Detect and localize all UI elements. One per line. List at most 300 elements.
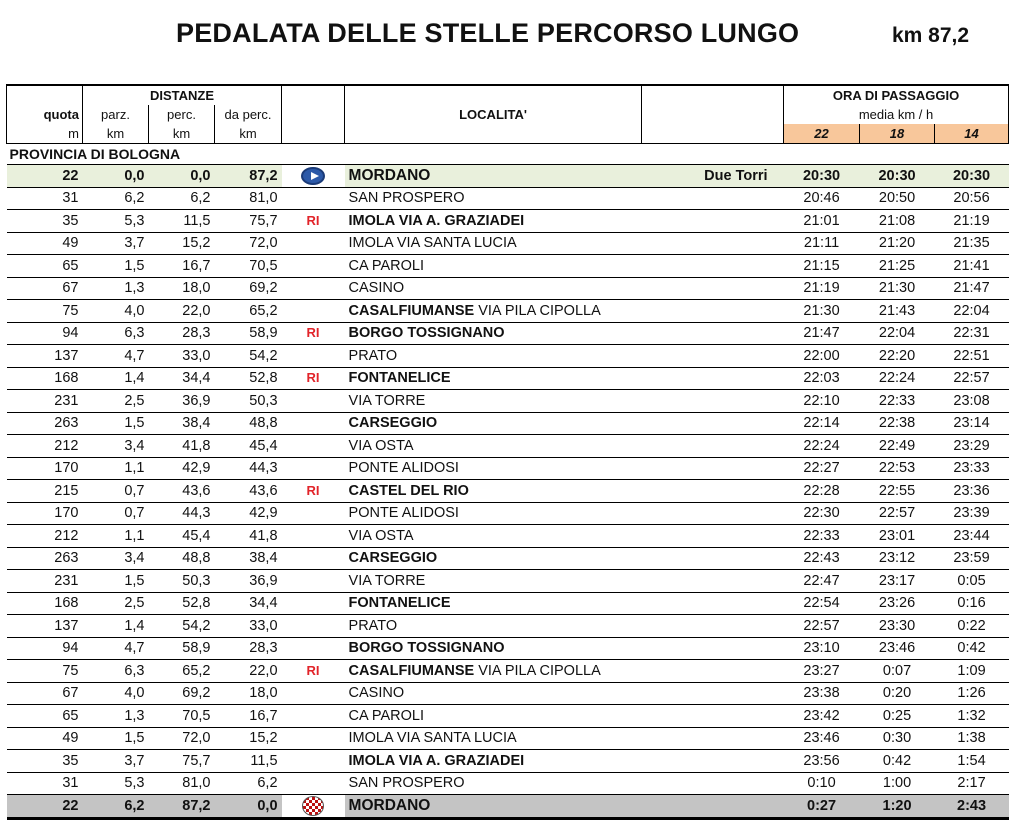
time-18-cell: 1:00	[860, 772, 935, 795]
da-perc-cell: 65,2	[215, 300, 282, 323]
quota-cell: 31	[7, 187, 83, 210]
time-14-cell: 1:09	[935, 660, 1009, 683]
da-perc-cell: 54,2	[215, 345, 282, 368]
localita-cell	[345, 705, 642, 728]
table-row	[7, 345, 1009, 368]
parz-cell: 0,7	[83, 502, 149, 525]
time-18-cell: 0:42	[860, 750, 935, 773]
quota-cell: 65	[7, 255, 83, 278]
table-row	[7, 300, 1009, 323]
localita-bold: CASALFIUMANSE	[348, 302, 475, 319]
localita-text: VIA TORRE	[348, 572, 426, 589]
localita-text: PONTE ALIDOSI	[348, 505, 459, 522]
table-row	[7, 570, 1009, 593]
note-cell: Due Torri	[642, 165, 784, 188]
localita-cell	[345, 660, 642, 683]
quota-header: quota	[7, 105, 83, 124]
da-perc-cell: 44,3	[215, 457, 282, 480]
quota-cell: 65	[7, 705, 83, 728]
localita-header: LOCALITA'	[345, 105, 642, 124]
da-perc-cell: 36,9	[215, 570, 282, 593]
speed-22: 22	[784, 124, 860, 144]
ri-marker	[282, 525, 345, 548]
perc-cell: 41,8	[149, 435, 215, 458]
note-cell	[642, 592, 784, 615]
quota-cell: 137	[7, 345, 83, 368]
ri-marker	[282, 390, 345, 413]
note-cell	[642, 570, 784, 593]
parz-cell: 1,5	[83, 255, 149, 278]
localita-cell	[345, 637, 642, 660]
perc-cell: 52,8	[149, 592, 215, 615]
table-row	[7, 727, 1009, 750]
da-perc-cell: 42,9	[215, 502, 282, 525]
da-perc-cell: 6,2	[215, 772, 282, 795]
localita-text: VIA OSTA	[348, 437, 414, 454]
table-row	[7, 480, 1009, 503]
note-cell	[642, 480, 784, 503]
localita-cell: MORDANO	[345, 795, 642, 819]
perc-cell: 72,0	[149, 727, 215, 750]
time-18-cell: 22:53	[860, 457, 935, 480]
localita-cell	[345, 210, 642, 233]
localita-cell	[345, 435, 642, 458]
localita-text: CA PAROLI	[348, 707, 425, 724]
time-14-cell: 2:43	[935, 795, 1009, 819]
localita-bold: IMOLA VIA A. GRAZIADEI	[348, 212, 525, 229]
quota-cell: 168	[7, 592, 83, 615]
perc-cell: 36,9	[149, 390, 215, 413]
note-cell	[642, 547, 784, 570]
time-22-cell: 22:14	[784, 412, 860, 435]
da-perc-cell: 52,8	[215, 367, 282, 390]
perc-cell: 11,5	[149, 210, 215, 233]
time-14-cell: 0:16	[935, 592, 1009, 615]
localita-text: SAN PROSPERO	[348, 190, 465, 207]
table-row	[7, 390, 1009, 413]
ri-marker	[282, 570, 345, 593]
localita-cell	[345, 727, 642, 750]
quota-cell: 137	[7, 615, 83, 638]
province-label: PROVINCIA DI BOLOGNA	[7, 144, 1009, 165]
note-cell	[642, 232, 784, 255]
quota-cell: 94	[7, 637, 83, 660]
parz-cell: 6,3	[83, 322, 149, 345]
ri-marker	[282, 412, 345, 435]
time-22-cell: 23:10	[784, 637, 860, 660]
route-table	[6, 84, 1009, 820]
time-18-cell: 23:30	[860, 615, 935, 638]
time-18-cell: 22:55	[860, 480, 935, 503]
time-14-cell: 21:19	[935, 210, 1009, 233]
da-perc-header: da perc.	[215, 105, 282, 124]
parz-cell: 6,2	[83, 795, 149, 819]
localita-text: CASINO	[348, 280, 405, 297]
perc-cell: 43,6	[149, 480, 215, 503]
time-22-cell: 22:33	[784, 525, 860, 548]
localita-text: PRATO	[348, 617, 398, 634]
parz-cell: 4,0	[83, 682, 149, 705]
quota-cell: 168	[7, 367, 83, 390]
ora-di-passaggio-header: ORA DI PASSAGGIO	[784, 85, 1009, 105]
time-14-cell: 22:51	[935, 345, 1009, 368]
localita-cell	[345, 390, 642, 413]
note-cell	[642, 300, 784, 323]
speed-18: 18	[860, 124, 935, 144]
perc-cell: 54,2	[149, 615, 215, 638]
time-14-cell: 23:44	[935, 525, 1009, 548]
ri-marker	[282, 502, 345, 525]
table-row	[7, 232, 1009, 255]
time-22-cell: 0:27	[784, 795, 860, 819]
parz-cell: 1,3	[83, 277, 149, 300]
time-18-cell: 23:46	[860, 637, 935, 660]
note-cell	[642, 435, 784, 458]
finish-flag-icon	[302, 796, 324, 816]
table-row	[7, 457, 1009, 480]
localita-bold: CARSEGGIO	[348, 550, 438, 567]
localita-cell	[345, 750, 642, 773]
table-row	[7, 660, 1009, 683]
time-14-cell: 21:35	[935, 232, 1009, 255]
da-perc-cell: 34,4	[215, 592, 282, 615]
da-perc-cell: 81,0	[215, 187, 282, 210]
table-row	[7, 637, 1009, 660]
parz-cell: 1,3	[83, 705, 149, 728]
localita-cell	[345, 502, 642, 525]
ri-marker	[282, 592, 345, 615]
note-cell	[642, 255, 784, 278]
perc-cell: 38,4	[149, 412, 215, 435]
localita-bold: CARSEGGIO	[348, 415, 438, 432]
table-row	[7, 255, 1009, 278]
time-18-cell: 21:43	[860, 300, 935, 323]
parz-cell: 1,4	[83, 615, 149, 638]
perc-cell: 50,3	[149, 570, 215, 593]
header-row-3	[7, 124, 1009, 144]
localita-cell	[345, 615, 642, 638]
da-perc-cell: 50,3	[215, 390, 282, 413]
localita-cell	[345, 367, 642, 390]
localita-cell	[345, 525, 642, 548]
da-perc-cell: 0,0	[215, 795, 282, 819]
time-14-cell: 23:14	[935, 412, 1009, 435]
time-14-cell: 1:38	[935, 727, 1009, 750]
perc-cell: 34,4	[149, 367, 215, 390]
quota-cell: 212	[7, 525, 83, 548]
parz-header: parz.	[83, 105, 149, 124]
localita-cell	[345, 187, 642, 210]
perc-cell: 45,4	[149, 525, 215, 548]
parz-cell: 3,7	[83, 750, 149, 773]
quota-cell: 75	[7, 660, 83, 683]
ri-marker	[282, 637, 345, 660]
quota-cell: 49	[7, 727, 83, 750]
time-22-cell: 23:42	[784, 705, 860, 728]
perc-cell: 42,9	[149, 457, 215, 480]
time-18-cell: 20:50	[860, 187, 935, 210]
note-cell	[642, 682, 784, 705]
ri-marker	[282, 750, 345, 773]
ri-marker: RI	[282, 367, 345, 390]
note-cell	[642, 210, 784, 233]
note-cell	[642, 637, 784, 660]
time-14-cell: 23:39	[935, 502, 1009, 525]
time-22-cell: 22:10	[784, 390, 860, 413]
total-distance: km 87,2	[892, 24, 970, 47]
perc-cell: 69,2	[149, 682, 215, 705]
localita-cell	[345, 300, 642, 323]
time-22-cell: 22:30	[784, 502, 860, 525]
perc-cell: 15,2	[149, 232, 215, 255]
parz-cell: 0,7	[83, 480, 149, 503]
time-22-cell: 22:54	[784, 592, 860, 615]
da-perc-cell: 87,2	[215, 165, 282, 188]
localita-text: PRATO	[348, 347, 398, 364]
da-perc-cell: 33,0	[215, 615, 282, 638]
time-22-cell: 21:01	[784, 210, 860, 233]
time-14-cell: 0:22	[935, 615, 1009, 638]
time-22-cell: 22:03	[784, 367, 860, 390]
localita-bold: FONTANELICE	[348, 595, 451, 612]
header-row-2	[7, 105, 1009, 124]
table-row	[7, 412, 1009, 435]
parz-cell: 2,5	[83, 592, 149, 615]
time-18-cell: 23:17	[860, 570, 935, 593]
time-14-cell: 20:30	[935, 165, 1009, 188]
quota-cell: 231	[7, 570, 83, 593]
parz-cell: 6,2	[83, 187, 149, 210]
time-14-cell: 2:17	[935, 772, 1009, 795]
perc-cell: 6,2	[149, 187, 215, 210]
quota-cell: 212	[7, 435, 83, 458]
time-18-cell: 23:12	[860, 547, 935, 570]
parz-cell: 1,5	[83, 412, 149, 435]
note-cell	[642, 615, 784, 638]
time-14-cell: 1:32	[935, 705, 1009, 728]
table-row	[7, 615, 1009, 638]
da-perc-cell: 38,4	[215, 547, 282, 570]
localita-bold: CASTEL DEL RIO	[348, 482, 469, 499]
time-22-cell: 22:57	[784, 615, 860, 638]
time-14-cell: 22:57	[935, 367, 1009, 390]
time-18-cell: 0:07	[860, 660, 935, 683]
time-22-cell: 23:56	[784, 750, 860, 773]
quota-cell: 49	[7, 232, 83, 255]
localita-text: VIA PILA CIPOLLA	[474, 302, 601, 319]
note-cell	[642, 705, 784, 728]
perc-cell: 58,9	[149, 637, 215, 660]
time-18-cell: 21:08	[860, 210, 935, 233]
ri-marker	[282, 345, 345, 368]
ri-marker	[282, 705, 345, 728]
perc-header: perc.	[149, 105, 215, 124]
localita-cell	[345, 570, 642, 593]
parz-cell: 1,1	[83, 457, 149, 480]
ri-marker	[282, 682, 345, 705]
note-cell	[642, 367, 784, 390]
da-perc-cell: 41,8	[215, 525, 282, 548]
perc-cell: 16,7	[149, 255, 215, 278]
time-22-cell: 23:38	[784, 682, 860, 705]
quota-cell: 75	[7, 300, 83, 323]
ri-marker: RI	[282, 210, 345, 233]
table-row	[7, 525, 1009, 548]
time-14-cell: 1:26	[935, 682, 1009, 705]
da-perc-cell: 15,2	[215, 727, 282, 750]
time-18-cell: 0:25	[860, 705, 935, 728]
perc-cell: 75,7	[149, 750, 215, 773]
table-row	[7, 547, 1009, 570]
quota-cell: 215	[7, 480, 83, 503]
ri-marker	[282, 457, 345, 480]
note-cell	[642, 457, 784, 480]
table-row	[7, 435, 1009, 458]
parz-cell: 3,7	[83, 232, 149, 255]
time-18-cell: 0:30	[860, 727, 935, 750]
time-22-cell: 22:24	[784, 435, 860, 458]
localita-cell: MORDANO	[345, 165, 642, 188]
parz-cell: 4,0	[83, 300, 149, 323]
time-18-cell: 1:20	[860, 795, 935, 819]
quota-cell: 22	[7, 795, 83, 819]
parz-cell: 5,3	[83, 210, 149, 233]
ri-marker	[282, 255, 345, 278]
localita-text: IMOLA VIA SANTA LUCIA	[348, 235, 517, 252]
time-18-cell: 21:20	[860, 232, 935, 255]
note-cell	[642, 525, 784, 548]
table-row	[7, 367, 1009, 390]
parz-cell: 0,0	[83, 165, 149, 188]
quota-cell: 263	[7, 547, 83, 570]
province-row	[7, 144, 1009, 165]
perc-cell: 18,0	[149, 277, 215, 300]
time-14-cell: 1:54	[935, 750, 1009, 773]
distanze-header: DISTANZE	[83, 85, 282, 105]
time-22-cell: 22:27	[784, 457, 860, 480]
localita-cell	[345, 547, 642, 570]
time-18-cell: 22:38	[860, 412, 935, 435]
time-22-cell: 22:00	[784, 345, 860, 368]
da-perc-cell: 16,7	[215, 705, 282, 728]
ri-marker: RI	[282, 480, 345, 503]
time-14-cell: 0:05	[935, 570, 1009, 593]
da-perc-unit: km	[215, 124, 282, 144]
table-row	[7, 592, 1009, 615]
time-22-cell: 22:43	[784, 547, 860, 570]
localita-text: VIA PILA CIPOLLA	[474, 662, 601, 679]
da-perc-cell: 18,0	[215, 682, 282, 705]
quota-cell: 170	[7, 457, 83, 480]
time-22-cell: 21:11	[784, 232, 860, 255]
time-22-cell: 0:10	[784, 772, 860, 795]
localita-text: VIA TORRE	[348, 392, 426, 409]
quota-cell: 67	[7, 277, 83, 300]
parz-cell: 2,5	[83, 390, 149, 413]
localita-text: VIA OSTA	[348, 527, 414, 544]
time-14-cell: 21:47	[935, 277, 1009, 300]
ri-marker	[282, 435, 345, 458]
table-row	[7, 502, 1009, 525]
ri-marker	[282, 772, 345, 795]
ri-marker	[282, 187, 345, 210]
localita-bold: BORGO TOSSIGNANO	[348, 325, 505, 342]
da-perc-cell: 11,5	[215, 750, 282, 773]
note-cell	[642, 345, 784, 368]
start-row	[7, 165, 1009, 188]
time-14-cell: 23:08	[935, 390, 1009, 413]
da-perc-cell: 75,7	[215, 210, 282, 233]
quota-cell: 263	[7, 412, 83, 435]
localita-cell	[345, 772, 642, 795]
parz-unit: km	[83, 124, 149, 144]
note-cell	[642, 727, 784, 750]
parz-cell: 4,7	[83, 637, 149, 660]
localita-bold: CASALFIUMANSE	[348, 662, 475, 679]
speed-14: 14	[935, 124, 1009, 144]
note-cell	[642, 412, 784, 435]
time-18-cell: 22:20	[860, 345, 935, 368]
localita-text: IMOLA VIA SANTA LUCIA	[348, 730, 517, 747]
da-perc-cell: 43,6	[215, 480, 282, 503]
time-22-cell: 21:15	[784, 255, 860, 278]
table-row	[7, 682, 1009, 705]
table-row	[7, 772, 1009, 795]
time-22-cell: 23:46	[784, 727, 860, 750]
quota-cell: 67	[7, 682, 83, 705]
perc-cell: 0,0	[149, 165, 215, 188]
parz-cell: 6,3	[83, 660, 149, 683]
ri-marker	[282, 277, 345, 300]
localita-text: PONTE ALIDOSI	[348, 460, 459, 477]
time-14-cell: 22:31	[935, 322, 1009, 345]
time-14-cell: 21:41	[935, 255, 1009, 278]
ri-marker	[282, 727, 345, 750]
time-22-cell: 23:27	[784, 660, 860, 683]
table-row	[7, 187, 1009, 210]
time-18-cell: 23:01	[860, 525, 935, 548]
header-row-1	[7, 85, 1009, 105]
note-cell	[642, 772, 784, 795]
perc-cell: 44,3	[149, 502, 215, 525]
time-22-cell: 21:30	[784, 300, 860, 323]
quota-cell: 31	[7, 772, 83, 795]
note-cell	[642, 390, 784, 413]
perc-cell: 22,0	[149, 300, 215, 323]
quota-cell: 22	[7, 165, 83, 188]
localita-bold: FONTANELICE	[348, 370, 451, 387]
ri-marker: RI	[282, 322, 345, 345]
table-row	[7, 322, 1009, 345]
quota-cell: 231	[7, 390, 83, 413]
time-14-cell: 23:33	[935, 457, 1009, 480]
time-18-cell: 22:33	[860, 390, 935, 413]
da-perc-cell: 28,3	[215, 637, 282, 660]
localita-cell	[345, 232, 642, 255]
localita-cell	[345, 277, 642, 300]
localita-cell	[345, 322, 642, 345]
quota-cell: 94	[7, 322, 83, 345]
perc-cell: 70,5	[149, 705, 215, 728]
table-row	[7, 277, 1009, 300]
note-cell	[642, 277, 784, 300]
localita-cell	[345, 457, 642, 480]
time-14-cell: 20:56	[935, 187, 1009, 210]
quota-cell: 35	[7, 750, 83, 773]
time-18-cell: 20:30	[860, 165, 935, 188]
parz-cell: 3,4	[83, 435, 149, 458]
quota-cell: 170	[7, 502, 83, 525]
